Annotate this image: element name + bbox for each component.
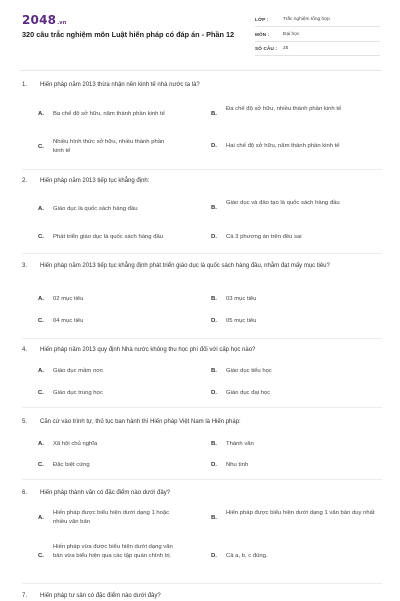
option-letter: A. <box>38 296 44 302</box>
meta-label: MÔN : <box>255 32 270 37</box>
question-number: 2. <box>22 178 28 184</box>
meta-value: Đại học <box>283 32 300 37</box>
meta-value: 25 <box>283 46 289 51</box>
option-letter: D. <box>211 234 217 240</box>
option-letter: B. <box>211 441 217 447</box>
option-text: Đặc biệt cứng <box>53 462 90 468</box>
option-text: Hiến pháp được biểu hiện dưới dạng 1 hoặc nhiều văn bản <box>53 510 170 525</box>
question-body: Hiến pháp thành văn có đặc điểm nào dưới đây? <box>40 490 171 496</box>
question-body: Hiến pháp năm 2013 quy định Nhà nước không thu học phí đối với cấp học nào? <box>40 347 256 353</box>
option-letter: A. <box>38 368 44 374</box>
option-letter: D. <box>211 553 217 559</box>
question-divider <box>22 583 382 584</box>
option-text: Nhu tính <box>226 462 249 468</box>
question-divider <box>22 338 382 339</box>
meta-row-class <box>255 15 380 27</box>
option-letter: B. <box>211 368 217 374</box>
question-body: Hiến pháp năm 2013 tiếp tục khẳng định phát triển giáo dục là quốc sách hàng đầu, nhằm đạt mấy mục tiêu? <box>40 263 330 269</box>
question-number: 4. <box>22 347 28 353</box>
question-divider <box>22 479 382 480</box>
option-text: Cả 3 phương án trên đều sai <box>226 234 302 240</box>
option-letter: D. <box>211 390 217 396</box>
question-body: Hiến pháp tư sản có đặc điểm nào dưới đây? <box>40 593 161 599</box>
option-text: Giáo dục mầm non <box>53 368 103 374</box>
option-text: 03 mục tiêu <box>226 296 257 302</box>
option-text: Hai chế độ sở hữu, năm thành phần kinh tế <box>226 143 340 149</box>
option-letter: C. <box>38 553 44 559</box>
site-logo[interactable] <box>22 13 67 27</box>
option-letter: A. <box>38 441 44 447</box>
meta-row-count <box>255 44 380 56</box>
option-letter: D. <box>211 318 217 324</box>
question-number: 7. <box>22 593 28 599</box>
option-text: Đa chế độ sở hữu, nhiều thành phần kinh tế <box>226 106 342 112</box>
option-text: Hiến pháp được biểu hiện dưới dạng 1 văn bản duy nhất <box>226 510 375 516</box>
option-text: Giáo dục trung học <box>53 390 103 396</box>
option-text: Phát triển giáo dục là quốc sách hàng đầu <box>53 234 164 240</box>
option-letter: D. <box>211 143 217 149</box>
question-number: 5. <box>22 419 28 425</box>
option-text: 05 mục tiêu <box>226 318 257 324</box>
question-body: Căn cứ vào trình tự, thủ tục ban hành thì Hiến pháp Việt Nam là Hiến pháp: <box>40 419 241 425</box>
question-divider <box>22 407 382 408</box>
option-letter: B. <box>211 205 217 211</box>
option-letter: C. <box>38 462 44 468</box>
option-letter: A. <box>38 206 44 212</box>
option-text: Nhiều hình thức sở hữu, nhiều thành phần kinh tế <box>53 139 165 154</box>
option-text: 04 mục tiêu <box>53 318 84 324</box>
question-body: Hiến pháp năm 2013 tiếp tục khẳng định: <box>40 178 150 184</box>
option-text: Giáo dục tiểu học <box>226 368 272 374</box>
option-text: Thành văn <box>226 441 254 447</box>
option-letter: A. <box>38 515 44 521</box>
option-letter: D. <box>211 462 217 468</box>
meta-label: SỐ CÂU : <box>255 46 278 51</box>
logo-text: 2048 <box>22 13 57 27</box>
option-text: Xã hội chủ nghĩa <box>53 441 98 447</box>
meta-value: Trắc nghiệm tổng hợp <box>283 17 330 22</box>
question-body: Hiến pháp năm 2013 thừa nhận nền kinh tế nhà nước ta là? <box>40 82 200 88</box>
option-letter: C. <box>38 390 44 396</box>
option-letter: C. <box>38 144 44 150</box>
option-letter: A. <box>38 111 44 117</box>
option-text: 02 mục tiêu <box>53 296 84 302</box>
header-divider <box>20 70 382 71</box>
option-text: Hiến pháp vừa được biểu hiện dưới dạng văn bản vừa biểu hiện qua các tập quán chính trị. <box>53 544 173 559</box>
question-number: 3. <box>22 263 28 269</box>
meta-row-subject <box>255 30 380 42</box>
option-letter: B. <box>211 515 217 521</box>
option-text: Giáo dục và đào tạo là quốc sách hàng đầu <box>226 200 340 206</box>
option-letter: C. <box>38 318 44 324</box>
option-text: Giáo dục đại học <box>226 390 271 396</box>
option-letter: C. <box>38 234 44 240</box>
option-letter: B. <box>211 111 217 117</box>
logo-domain: .vn <box>57 20 67 26</box>
meta-label: LỚP : <box>255 17 269 22</box>
option-text: Giáo dục là quốc sách hàng đầu <box>53 206 138 212</box>
question-number: 6. <box>22 490 28 496</box>
page-title: 320 câu trắc nghiệm môn Luật hiến pháp có đáp án - Phần 12 <box>22 30 235 39</box>
option-text: Cả a, b, c đúng. <box>226 553 268 559</box>
option-text: Ba chế độ sở hữu, năm thành phần kinh tế <box>53 111 165 117</box>
question-divider <box>22 253 382 254</box>
question-number: 1. <box>22 82 28 88</box>
question-divider <box>22 169 382 170</box>
option-letter: B. <box>211 296 217 302</box>
